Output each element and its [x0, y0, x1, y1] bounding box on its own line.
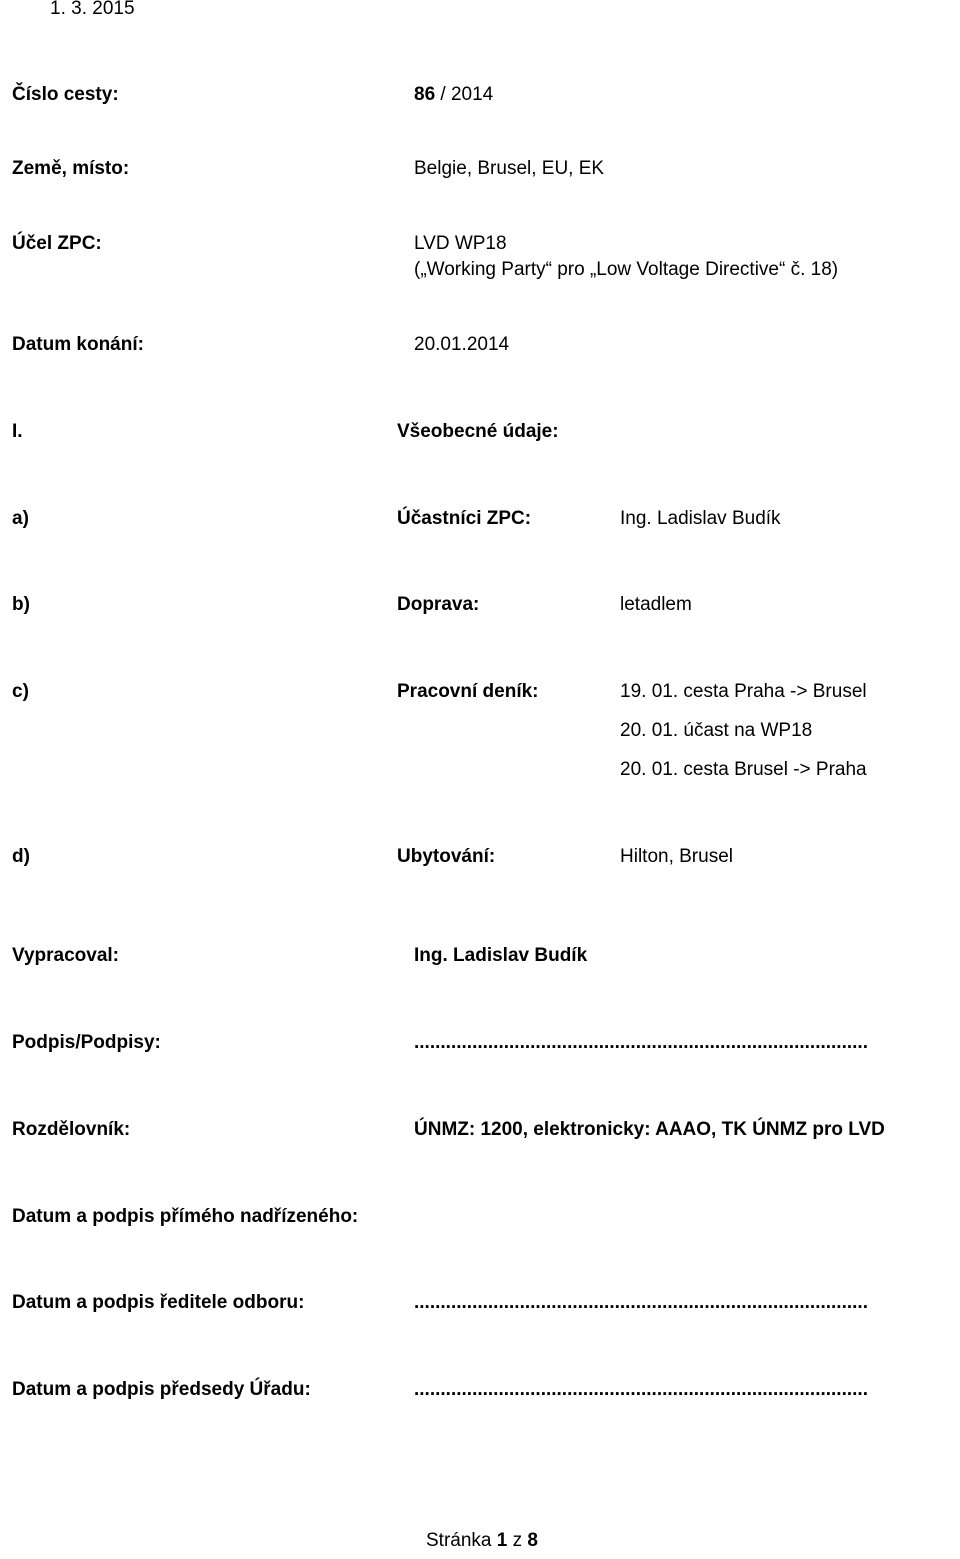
- date-value: 20.01.2014: [414, 334, 510, 355]
- item-d-label: Ubytování:: [397, 846, 496, 867]
- director-dotted-line: ......................................................................................: [414, 1292, 868, 1313]
- diary-line-3: 20. 01. cesta Brusel -> Praha: [620, 759, 867, 780]
- item-c-label: Pracovní deník:: [397, 681, 539, 702]
- trip-number-label: Číslo cesty:: [12, 84, 119, 105]
- item-d-value: Hilton, Brusel: [620, 846, 733, 867]
- chair-dotted-line: ......................................................................................: [414, 1379, 868, 1400]
- trip-number-value: [414, 84, 493, 106]
- item-d-letter: d): [12, 846, 30, 867]
- director-label: Datum a podpis ředitele odboru:: [12, 1292, 305, 1313]
- item-b-label: Doprava:: [397, 594, 480, 615]
- place-value: Belgie, Brusel, EU, EK: [414, 158, 605, 179]
- item-b-value: letadlem: [620, 594, 692, 615]
- trip-number-bold: 86: [414, 84, 436, 105]
- page-current: 1: [496, 1530, 508, 1551]
- purpose-label: Účel ZPC:: [12, 233, 102, 254]
- item-a-letter: a): [12, 508, 29, 529]
- date-label: Datum konání:: [12, 334, 144, 355]
- diary-line-1: 19. 01. cesta Praha -> Brusel: [620, 681, 867, 702]
- item-c-letter: c): [12, 681, 29, 702]
- page-prefix: Stránka: [426, 1530, 497, 1551]
- distribution-label: Rozdělovník:: [12, 1119, 131, 1140]
- place-label: Země, místo:: [12, 158, 130, 179]
- item-a-value: Ing. Ladislav Budík: [620, 508, 781, 529]
- page-total: 8: [527, 1530, 538, 1551]
- section-number: I.: [12, 421, 23, 442]
- supervisor-label: Datum a podpis přímého nadřízeného:: [12, 1206, 359, 1227]
- diary-line-2: 20. 01. účast na WP18: [620, 720, 813, 741]
- page-number: [426, 1530, 538, 1552]
- distribution-value: ÚNMZ: 1200, elektronicky: AAAO, TK ÚNMZ pro LVD: [414, 1119, 885, 1140]
- section-title: Všeobecné údaje:: [397, 421, 559, 442]
- purpose-line-2: („Working Party“ pro „Low Voltage Directive“ č. 18): [414, 259, 839, 280]
- purpose-line-1: LVD WP18: [414, 233, 507, 254]
- header-date: 1. 3. 2015: [50, 0, 135, 19]
- page-middle: z: [507, 1530, 528, 1551]
- signature-label: Podpis/Podpisy:: [12, 1032, 161, 1053]
- signature-dotted-line: ......................................................................................: [414, 1032, 868, 1053]
- prepared-value: Ing. Ladislav Budík: [414, 945, 588, 966]
- chair-label: Datum a podpis předsedy Úřadu:: [12, 1379, 311, 1400]
- trip-number-year: / 2014: [435, 84, 494, 105]
- item-a-label: Účastníci ZPC:: [397, 508, 532, 529]
- item-b-letter: b): [12, 594, 30, 615]
- prepared-label: Vypracoval:: [12, 945, 120, 966]
